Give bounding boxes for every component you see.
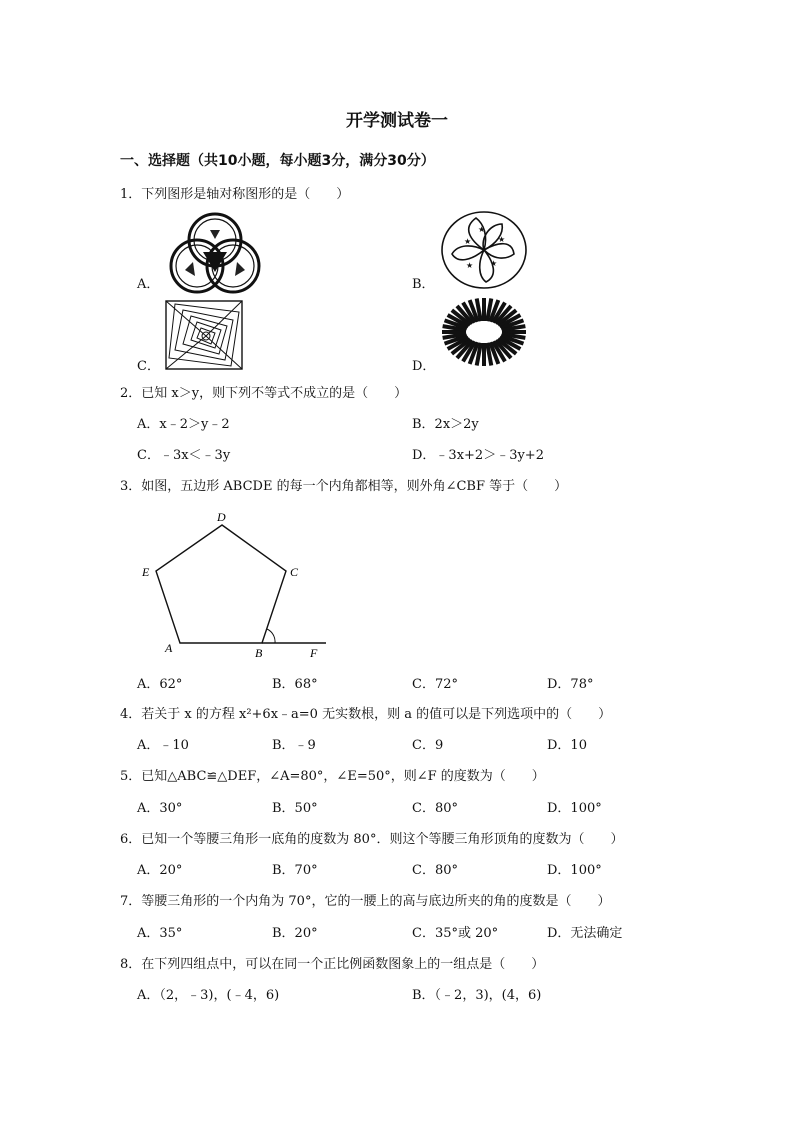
question-1-option-b: B． [412, 277, 435, 292]
question-3-option-d: D．78° [547, 677, 594, 692]
question-3-stem: 3．如图，五边形 ABCDE 的每一个内角都相等，则外角∠CBF 等于（ ） [120, 479, 568, 494]
question-2-stem: 2．已知 x＞y，则下列不等式不成立的是（ ） [120, 386, 408, 401]
question-5-option-c: C．80° [412, 801, 458, 816]
vertex-label-c: C [290, 565, 299, 579]
vertex-label-f: F [310, 646, 318, 660]
question-7-option-d: D．无法确定 [547, 926, 623, 941]
question-7-option-c: C．35°或 20° [412, 926, 499, 941]
question-6-option-a: A．20° [137, 863, 183, 878]
question-6-option-d: D．100° [547, 863, 602, 878]
question-8-option-b: B．（﹣2，3)，(4，6) [412, 988, 542, 1003]
question-7-stem: 7．等腰三角形的一个内角为 70°，它的一腰上的高与底边所夹的角的度数是（ ） [120, 894, 611, 909]
question-6-option-c: C．80° [412, 863, 458, 878]
question-1-option-c: C． [137, 359, 160, 374]
figure-1a-trefoil [165, 210, 265, 296]
question-8-option-a: A．（2，﹣3)，(﹣4，6) [137, 988, 280, 1003]
svg-text:★: ★ [498, 235, 506, 244]
question-3-option-c: C．72° [412, 677, 458, 692]
vertex-label-e: E [142, 565, 150, 579]
vertex-label-a: A [165, 641, 173, 655]
vertex-label-d: D [217, 510, 226, 524]
vertex-label-b: B [255, 646, 263, 660]
question-1-stem: 1．下列图形是轴对称图形的是（ ） [120, 187, 350, 202]
page-title: 开学测试卷一 [346, 111, 448, 131]
question-6-option-b: B．70° [272, 863, 318, 878]
question-4-option-d: D．10 [547, 738, 587, 753]
svg-text:★: ★ [490, 259, 498, 268]
question-7-option-b: B．20° [272, 926, 318, 941]
question-2-option-b: B．2x＞2y [412, 417, 479, 432]
question-4-option-a: A．﹣10 [137, 738, 189, 753]
question-4-stem: 4．若关于 x 的方程 x²+6x﹣a=0 无实数根，则 a 的值可以是下列选项中的（ ） [120, 707, 612, 722]
svg-text:★: ★ [478, 225, 486, 234]
question-5-option-b: B．50° [272, 801, 318, 816]
question-7-option-a: A．35° [137, 926, 183, 941]
question-1-option-d: D． [412, 359, 436, 374]
question-3-option-b: B．68° [272, 677, 318, 692]
question-2-option-c: C．﹣3x＜﹣3y [137, 448, 231, 463]
question-4-option-c: C．9 [412, 738, 444, 753]
question-1-option-a: A． [137, 277, 160, 292]
question-5-stem: 5．已知△ABC≌△DEF，∠A=80°，∠E=50°，则∠F 的度数为（ ） [120, 769, 545, 784]
question-2-option-d: D．﹣3x+2＞﹣3y+2 [412, 448, 544, 463]
question-3-option-a: A．62° [137, 677, 183, 692]
svg-text:★: ★ [466, 261, 474, 270]
question-5-option-a: A．30° [137, 801, 183, 816]
figure-1b-bauhinia [440, 210, 528, 290]
question-4-option-b: B．﹣9 [272, 738, 316, 753]
question-2-option-a: A．x﹣2＞y﹣2 [137, 417, 230, 432]
question-8-stem: 8．在下列四组点中，可以在同一个正比例函数图象上的一组点是（ ） [120, 957, 545, 972]
question-5-option-d: D．100° [547, 801, 602, 816]
section-heading: 一、选择题（共10小题，每小题3分，满分30分） [120, 153, 435, 169]
svg-text:★: ★ [464, 237, 472, 246]
figure-1d-radial-ring [440, 296, 528, 368]
question-6-stem: 6．已知一个等腰三角形一底角的度数为 80°．则这个等腰三角形顶角的度数为（ ） [120, 832, 624, 847]
figure-1c-spiral-squares [165, 300, 243, 370]
figure-3-pentagon [130, 505, 340, 665]
